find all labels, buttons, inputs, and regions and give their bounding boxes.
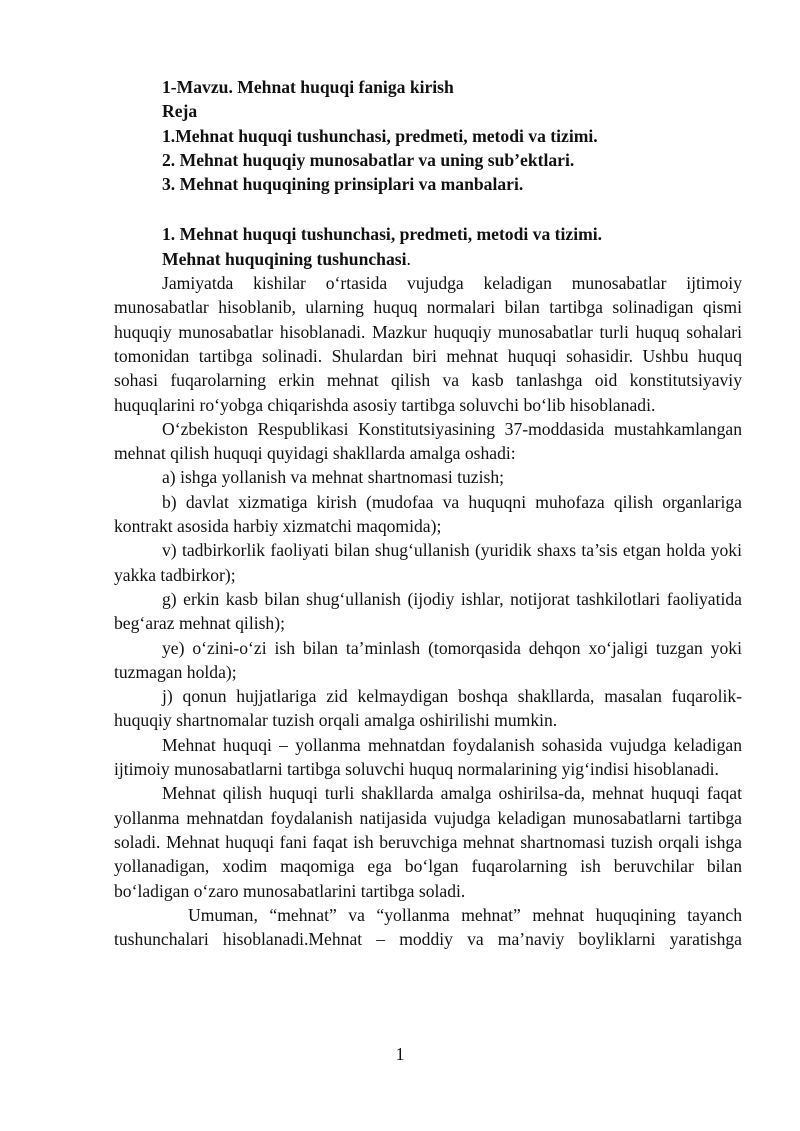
list-item: j) qonun hujjatlariga zid kelmaydigan boshqa shakllarda, masalan fuqarolik-huquqiy shartnomalar tuzish orqali amalga oshirilishi mumkin. [114, 686, 742, 731]
section-title: 1. Mehnat huquqi tushunchasi, predmeti, metodi va tizimi. [162, 224, 603, 245]
page-content [114, 75, 742, 951]
plan-item-2: 2. Mehnat huquqiy munosabatlar va uning sub’ektlari. [162, 149, 575, 170]
page-number: 1 [395, 1044, 405, 1064]
list-item: g) erkin kasb bilan shug‘ullanish (ijodiy ishlar, notijorat tashkilotlari faoliyatida beg‘araz mehnat qilish); [114, 588, 742, 634]
list-item: a) ishga yollanish va mehnat shartnomasi tuzish; [162, 467, 505, 488]
paragraph: Umuman, “mehnat” va “yollanma mehnat” mehnat huquqining tayanch tushunchalari hisoblanadi.Mehnat – moddiy va ma’naviy boyliklarni yaratishga [114, 904, 742, 950]
paragraph: O‘zbekiston Respublikasi Konstitutsiyasining 37-moddasida mustahkamlangan mehnat qilish huquqi quyidagi shakllarda amalga oshadi: [114, 418, 742, 464]
plan-item-1: 1.Mehnat huquqi tushunchasi, predmeti, metodi va tizimi. [162, 125, 598, 146]
subsection-title [114, 247, 742, 271]
paragraph: Jamiyatda kishilar o‘rtasida vujudga keladigan munosabatlar ijtimoiy munosabatlar hisoblanib, ularning huquq normalari bilan tartibga solinadigan qismi huquqiy munosabatlar hisoblanadi. Mazkur huquqiy munosabatlar turli huquq sohalari tomonidan tartibga solinadi. Shulardan biri mehnat huquqi sohasidir. Ushbu huquq sohasi fuqarolarning erkin mehnat qilish va kasb tanlashga oid konstitutsiyaviy huquqlarini ro‘yobga chiqarishda asosiy tartibga soluvchi bo‘lib hisoblanadi. [114, 273, 742, 415]
topic-title: 1-Mavzu. Mehnat huquqi faniga kirish [162, 77, 454, 97]
list-item: ye) o‘zini-o‘zi ish bilan ta’minlash (tomorqasida dehqon xo‘jaligi tuzgan yoki tuzmagan holda); [114, 637, 742, 682]
spacer [114, 196, 742, 222]
subsection-title-text: Mehnat huquqining tushunchasi [162, 248, 407, 269]
list-item: b) davlat xizmatiga kirish (mudofaa va huquqni muhofaza qilish organlariga kontrakt asosida harbiy xizmatchi maqomida); [114, 491, 742, 537]
paragraph: Mehnat huquqi – yollanma mehnatdan foydalanish sohasida vujudga keladigan ijtimoiy munosabatlarni tartibga soluvchi huquq normalarining yig‘indisi hisoblanadi. [114, 734, 742, 780]
plan-label: Reja [162, 101, 198, 122]
plan-item-3: 3. Mehnat huquqining prinsiplari va manbalari. [162, 174, 524, 195]
list-item: v) tadbirkorlik faoliyati bilan shug‘ullanish (yuridik shaxs ta’sis etgan holda yoki yakka tadbirkor); [114, 540, 742, 585]
paragraph: Mehnat qilish huquqi turli shakllarda amalga oshirilsa-da, mehnat huquqi faqat yollanma mehnatdan foydalanish natijasida vujudga keladigan munosabatlarni tartibga soladi. Mehnat huquqi fani faqat ish beruvchiga mehnat shartnomasi tuzish orqali ishga yollanadigan, xodim maqomiga ega bo‘lgan fuqarolarning ish beruvchilar bilan bo‘ladigan o‘zaro munosabatlarini tartibga soladi. [114, 783, 742, 901]
subsection-title-period: . [406, 248, 411, 269]
